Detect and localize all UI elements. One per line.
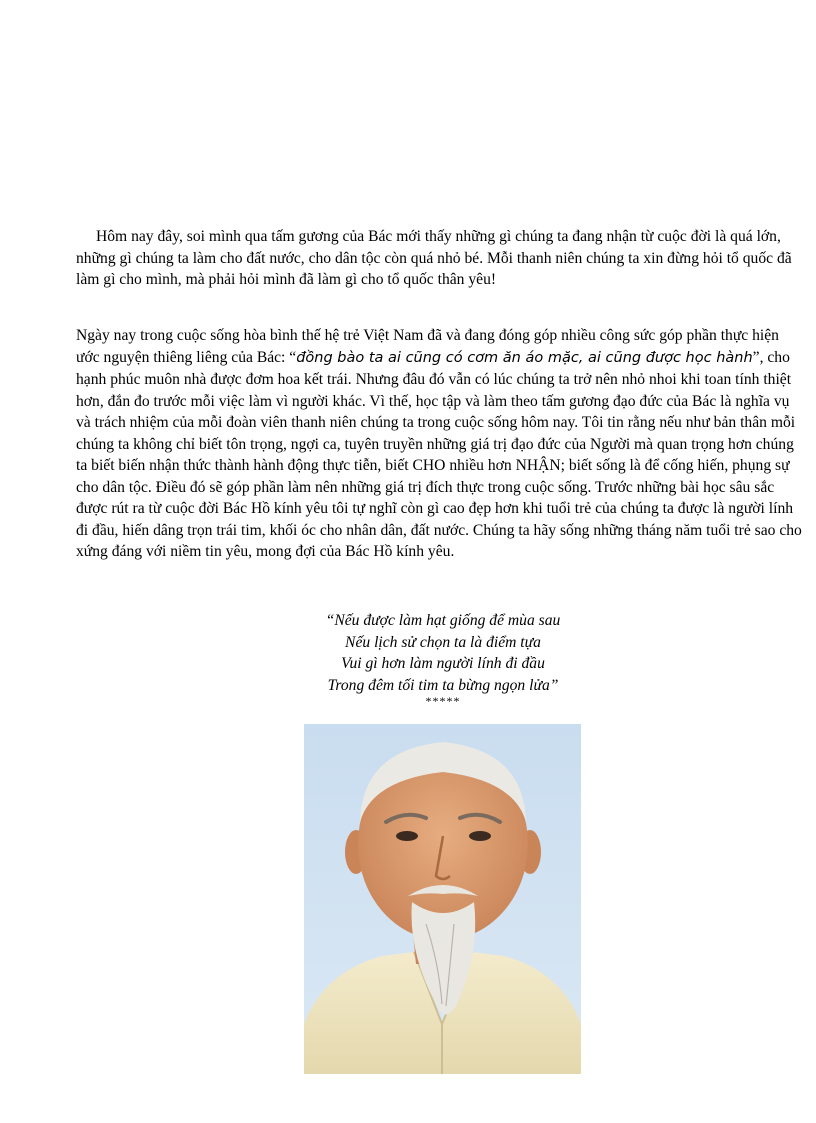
paragraph-1: Hôm nay đây, soi mình qua tấm gương của Bác mới thấy những gì chúng ta đang nhận từ cuộc đời là quá lớn, những gì chúng ta làm cho đất nước, cho dân tộc còn quá nhỏ bé. Mỗi thanh niên chúng ta xin đừng hỏi tổ quốc đã làm gì cho mình, mà phải hỏi mình đã làm gì cho tổ quốc thân yêu!: [76, 228, 792, 288]
poem-line-3: Vui gì hơn làm người lính đi đầu: [341, 655, 545, 672]
poem-line-2: Nếu lịch sử chọn ta là điểm tựa: [345, 633, 541, 651]
poem-separator: *****: [425, 694, 461, 708]
paragraph-2-intro: Ngày nay trong cuộc sống hòa bình thế hệ trẻ Việt Nam đã và đang đóng góp nhiều công sức góp phần thực hiện ước nguyện thiêng liêng của Bác: “: [76, 327, 779, 366]
portrait-photo: [304, 724, 581, 1074]
portrait-illustration: [304, 724, 581, 1074]
paragraph-2: [76, 325, 806, 563]
poem-line-4: Trong đêm tối tim ta bừng ngọn lửa”: [327, 676, 559, 694]
poem-line-1: “Nếu được làm hạt giống để mùa sau: [325, 612, 561, 629]
poem: [0, 610, 816, 706]
paragraph-2-quote: đồng bào ta ai cũng có cơm ăn áo mặc, ai cũng được học hành: [296, 349, 753, 366]
paragraph-2-rest: ”, cho hạnh phúc muôn nhà được đơm hoa kết trái. Nhưng đâu đó vẫn có lúc chúng ta trở nên nhỏ nhoi khi toan tính thiệt hơn, đắn đo trước mỗi việc làm vì người khác. Vì thế, học tập và làm theo tấm gương đạo đức của Bác là nghĩa vụ và trách nhiệm của mỗi đoàn viên thanh niên chúng ta trong cuộc sống hôm nay. Tôi tin rằng nếu như bản thân mỗi chúng ta không chỉ biết tôn trọng, ngợi ca, tuyên truyền những giá trị đạo đức của Người mà quan trọng hơn chúng ta biết biến nhận thức thành hành động thực tiễn, biết CHO nhiều hơn NHẬN; biết sống là để cống hiến, phụng sự cho dân tộc. Điều đó sẽ góp phần làm nên những giá trị đích thực trong cuộc sống. Trước những bài học sâu sắc được rút ra từ cuộc đời Bác Hồ kính yêu tôi tự nghĩ còn gì cao đẹp hơn khi tuổi trẻ của chúng ta được là người lính đi đầu, hiến dâng trọn trái tim, khối óc cho nhân dân, đất nước. Chúng ta hãy sống những tháng năm tuổi trẻ sao cho xứng đáng với niềm tin yêu, mong đợi của Bác Hồ kính yêu.: [76, 348, 802, 560]
